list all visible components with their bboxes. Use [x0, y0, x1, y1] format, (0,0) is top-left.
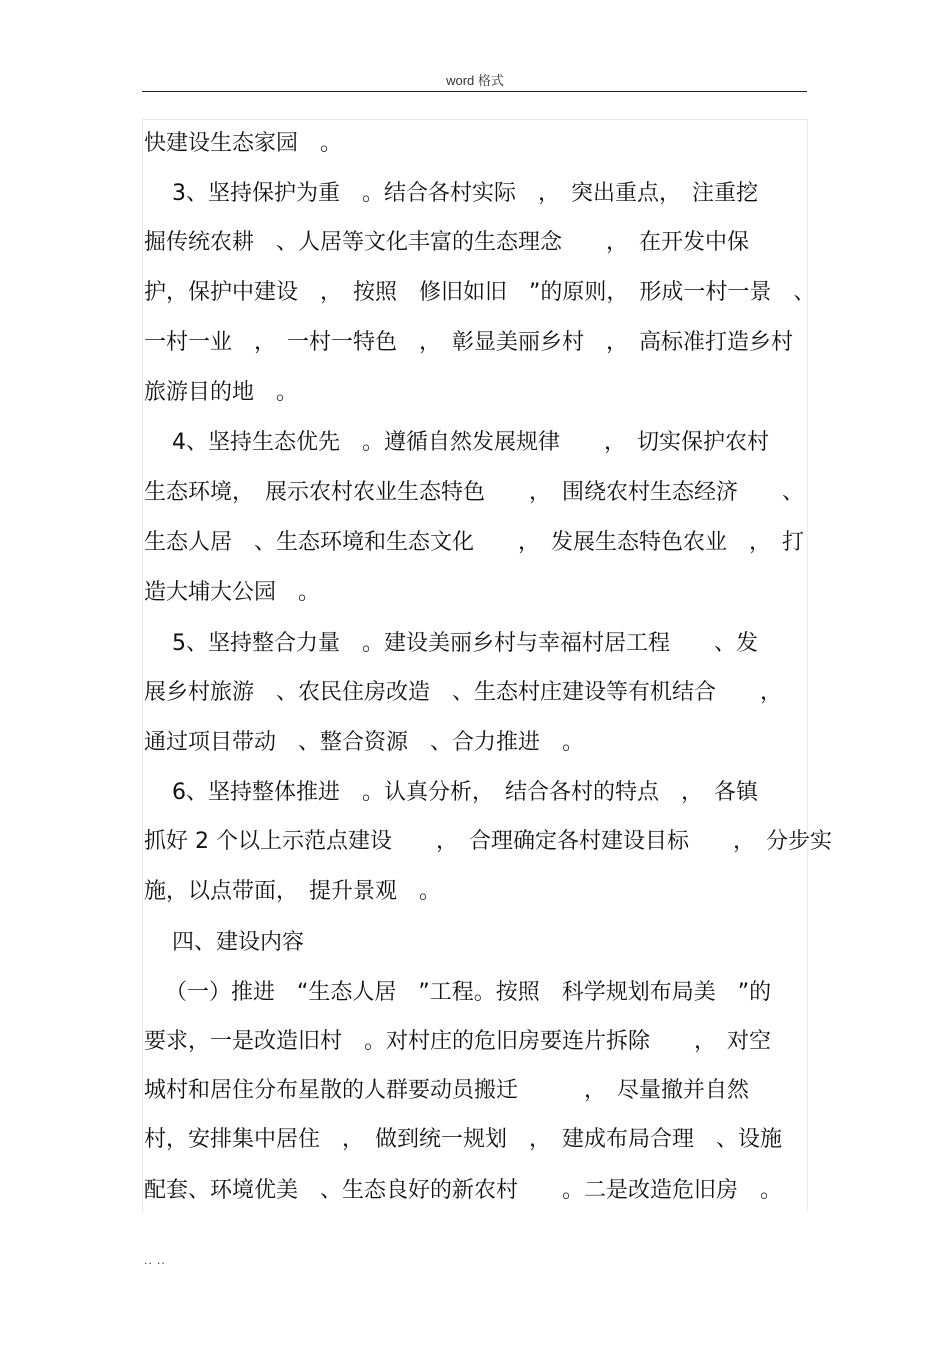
- text-line: 生态人居 、生态环境和生态文化 ， 发展生态特色农业 ， 打: [144, 530, 805, 555]
- text-line: 村，安排集中居住 ， 做到统一规划 ， 建成布局合理 、设施: [144, 1127, 783, 1152]
- text-line: 要求，一是改造旧村 。对村庄的危旧房要连片拆除 ， 对空: [144, 1029, 772, 1054]
- text-line: 5、坚持整合力量 。建设美丽乡村与幸福村居工程 、发: [144, 631, 758, 656]
- text-line: 护，保护中建设 ， 按照 修旧如旧 ”的原则， 形成一村一景 、: [144, 280, 816, 305]
- text-line: 快建设生态家园 。: [144, 131, 343, 156]
- text-line: 通过项目带动 、整合资源 、合力推进 。: [144, 730, 585, 755]
- section-heading: 四、建设内容: [144, 930, 304, 955]
- text-line: 6、坚持整体推进 。认真分析， 结合各村的特点 ， 各镇: [144, 780, 758, 805]
- text-line: （一）推进 “生态人居 ”工程。按照 科学规划布局美 ”的: [144, 980, 772, 1005]
- text-line: 城村和居住分布星散的人群要动员搬迁 ， 尽量撤并自然: [144, 1078, 750, 1103]
- text-line: 一村一业 ， 一村一特色 ， 彰显美丽乡村 ， 高标准打造乡村: [144, 330, 794, 355]
- header-divider: [142, 91, 807, 92]
- text-line: 旅游目的地 。: [144, 380, 299, 405]
- text-line: 施，以点带面， 提升景观 。: [144, 879, 442, 904]
- page-header-label: word 格式: [446, 73, 504, 88]
- text-line: 抓好 2 个以上示范点建设 ， 合理确定各村建设目标 ， 分步实: [144, 829, 832, 854]
- text-line: 掘传统农耕 、人居等文化丰富的生态理念 ， 在开发中保: [144, 230, 750, 255]
- text-line: 3、坚持保护为重 。结合各村实际 ， 突出重点， 注重挖: [144, 181, 758, 206]
- text-line: 造大埔大公园 。: [144, 580, 321, 605]
- page-footer-dots: .. ..: [144, 1253, 166, 1267]
- text-line: 生态环境， 展示农村农业生态特色 ， 围绕农村生态经济 、: [144, 480, 805, 505]
- text-line: 配套、环境优美 、生态良好的新农村 。二是改造危旧房 。: [144, 1178, 783, 1203]
- text-line: 4、坚持生态优先 。遵循自然发展规律 ， 切实保护农村: [144, 430, 769, 455]
- text-line: 展乡村旅游 、农民住房改造 、生态村庄建设等有机结合 ，: [144, 680, 783, 705]
